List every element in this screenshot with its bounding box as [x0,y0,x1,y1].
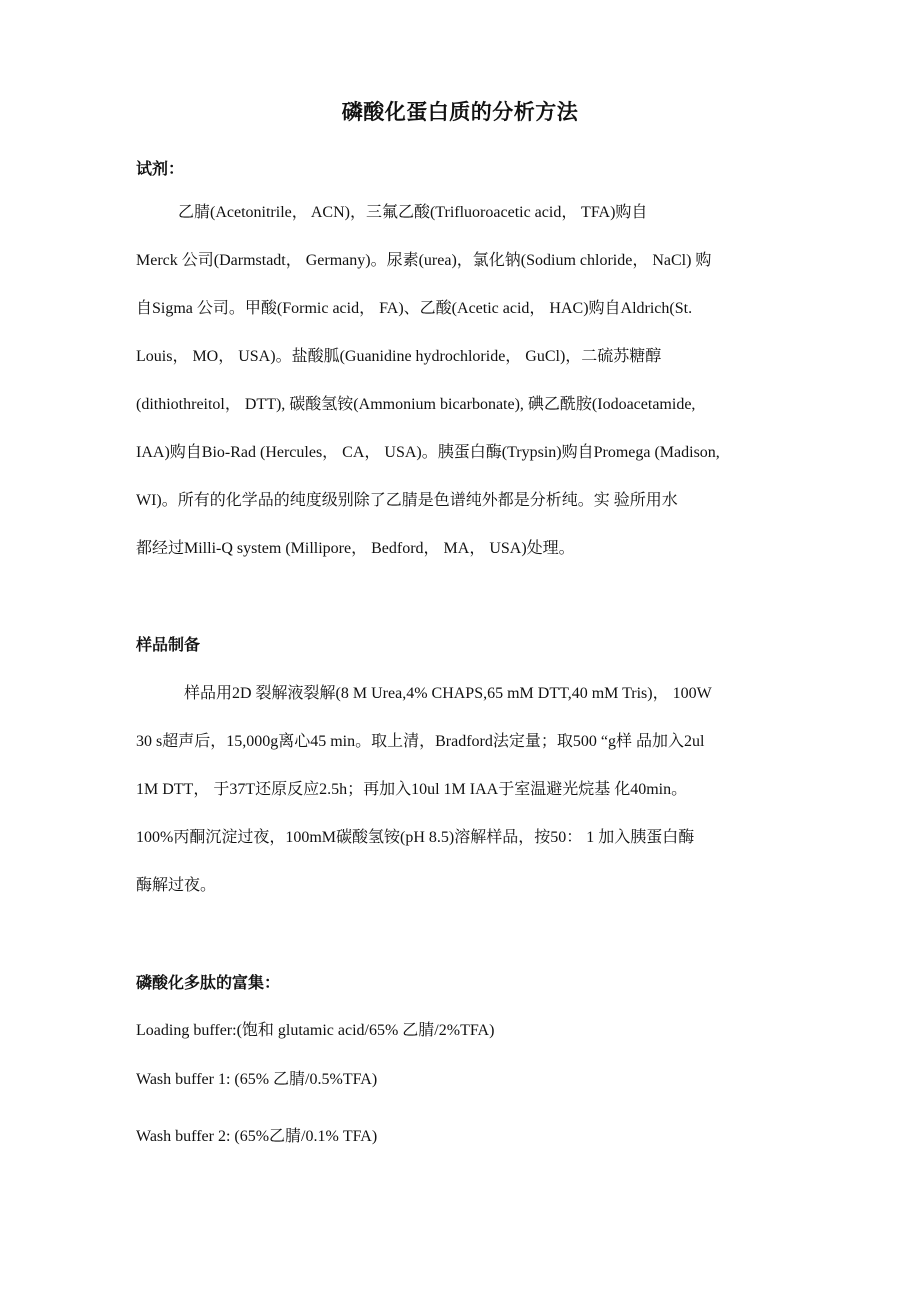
paragraph-line: 1M DTT， 于37T还原反应2.5h；再加入10ul 1M IAA于室温避光烷基 化40min。 [136,781,688,798]
section-heading-reagents: 试剂： [136,159,185,178]
document-title: 磷酸化蛋白质的分析方法 [341,100,579,124]
paragraph-line: Merck 公司(Darmstadt， Germany)。尿素(urea)，氯化钠(Sodium chloride， NaCl) 购 [136,252,712,269]
paragraph-line: (dithiothreitol， DTT), 碳酸氢铵(Ammonium bicarbonate), 碘乙酰胺(Iodoacetamide, [136,396,696,413]
paragraph-line: 乙腈(Acetonitrile， ACN)，三氟乙酸(Trifluoroacetic acid， TFA)购自 [178,204,648,221]
paragraph-line: Louis， MO， USA)。盐酸胍(Guanidine hydrochloride， GuCl)，二硫苏糖醇 [136,348,662,365]
sample-prep-paragraph [136,683,786,923]
reagents-paragraph [136,202,786,586]
wash-buffer-1-line: Wash buffer 1: (65% 乙腈/0.5%TFA) [136,1071,378,1088]
section-heading-sample-prep: 样品制备 [136,635,201,654]
paragraph-line: WI)。所有的化学品的纯度级别除了乙腈是色谱纯外都是分析纯。实 验所用水 [136,492,678,509]
paragraph-line: 样品用2D 裂解液裂解(8 M Urea,4% CHAPS,65 mM DTT,40 mM Tris)， 100W [184,685,712,702]
paragraph-line: IAA)购自Bio-Rad (Hercules， CA， USA)。胰蛋白酶(Trypsin)购自Promega (Madison, [136,444,720,461]
paragraph-line: 30 s超声后，15,000g离心45 min。取上清，Bradford法定量；取500 “g样 品加入2ul [136,733,705,750]
section-heading-enrichment: 磷酸化多肽的富集： [136,973,281,992]
loading-buffer-line: Loading buffer:(饱和 glutamic acid/65% 乙腈/2%TFA) [136,1022,495,1039]
paragraph-line: 都经过Milli-Q system (Millipore， Bedford， MA， USA)处理。 [136,540,575,557]
paragraph-line: 酶解过夜。 [136,877,217,894]
paragraph-line: 100%丙酮沉淀过夜，100mM碳酸氢铵(pH 8.5)溶解样品，按50： 1 加入胰蛋白酶 [136,829,695,846]
paragraph-line: 自Sigma 公司。甲酸(Formic acid， FA)、乙酸(Acetic acid， HAC)购自Aldrich(St. [136,300,693,317]
wash-buffer-2-line: Wash buffer 2: (65%乙腈/0.1% TFA) [136,1128,378,1145]
